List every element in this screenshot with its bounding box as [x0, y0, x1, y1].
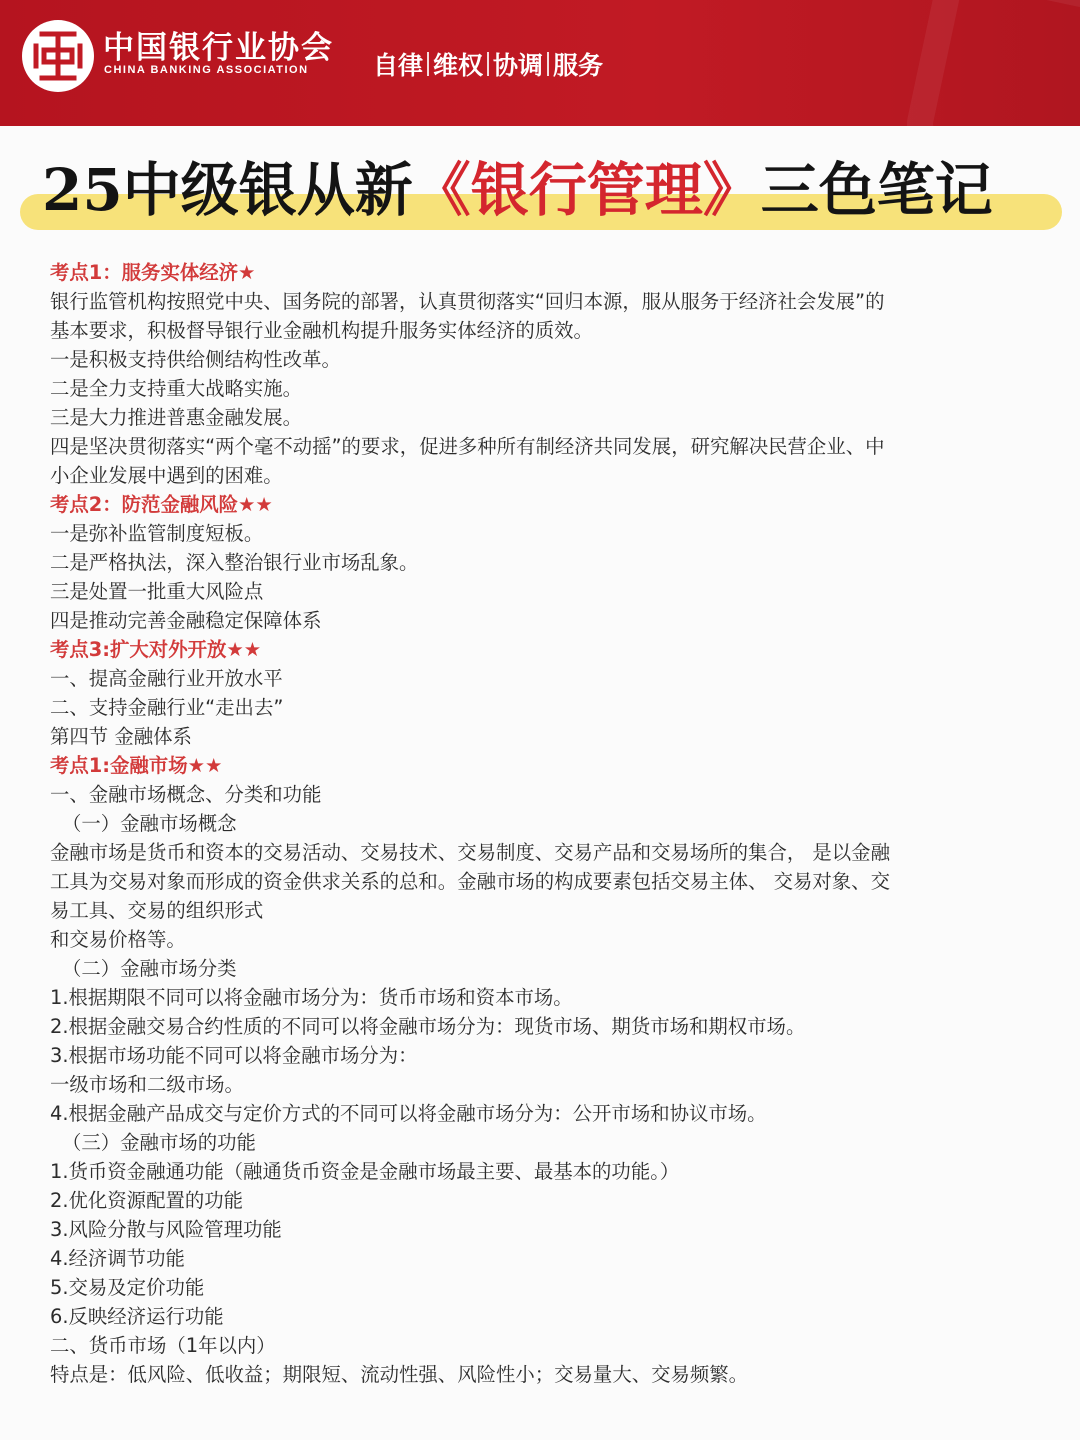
- note-line: 四是坚决贯彻落实“两个毫不动摇”的要求，促进多种所有制经济共同发展，研究解决民营企业、中: [50, 435, 885, 458]
- title-text: [42, 154, 993, 226]
- section-heading: 考点2：防范金融风险★★: [50, 493, 273, 516]
- header-decoration: [901, 0, 1080, 126]
- note-line: 和交易价格等。: [50, 928, 186, 951]
- note-line: 1.根据期限不同可以将金融市场分为：货币市场和资本市场。: [50, 986, 573, 1009]
- note-line: 易工具、交易的组织形式: [50, 899, 264, 922]
- note-line: 一、提高金融行业开放水平: [50, 667, 283, 690]
- slogan-divider: [427, 52, 429, 76]
- note-line: 2.根据金融交易合约性质的不同可以将金融市场分为：现货市场、期货市场和期权市场。: [50, 1015, 806, 1038]
- note-line: 工具为交易对象而形成的资金供求关系的总和。金融市场的构成要素包括交易主体、 交易对象、交: [50, 870, 890, 893]
- note-line: 小企业发展中遇到的困难。: [50, 464, 283, 487]
- china-banking-association-logo-icon: [22, 20, 94, 92]
- slogan-item: 自律: [373, 51, 424, 80]
- slogan-divider: [547, 52, 549, 76]
- note-line: 2.优化资源配置的功能: [50, 1189, 244, 1212]
- note-line: 特点是：低风险、低收益；期限短、流动性强、风险性小；交易量大、交易频繁。: [50, 1363, 749, 1386]
- note-line: 二、支持金融行业“走出去”: [50, 696, 284, 719]
- slogan-divider: [487, 52, 489, 76]
- note-line: 三是大力推进普惠金融发展。: [50, 406, 303, 429]
- note-line: 一是积极支持供给侧结构性改革。: [50, 348, 341, 371]
- title-highlight: 《银行管理》: [412, 156, 761, 224]
- note-line: 三是处置一批重大风险点: [50, 580, 264, 603]
- title-prefix: 25中级银从新: [42, 156, 413, 224]
- note-line: 1.货币资金融通功能（融通货币资金是金融市场最主要、最基本的功能。）: [50, 1160, 680, 1183]
- section-heading: 考点1：服务实体经济★: [50, 261, 256, 284]
- note-line: 5.交易及定价功能: [50, 1276, 205, 1299]
- logo-name: 中国银行业协会: [103, 30, 334, 66]
- slogan-item: 维权: [433, 51, 484, 80]
- logo-name-en: CHINA BANKING ASSOCIATION: [104, 64, 309, 76]
- note-line: 4.根据金融产品成交与定价方式的不同可以将金融市场分为：公开市场和协议市场。: [50, 1102, 767, 1125]
- title-suffix: 三色笔记: [760, 156, 993, 224]
- note-line: 金融市场是货币和资本的交易活动、交易技术、交易制度、交易产品和交易场所的集合， 是以金融: [50, 841, 890, 864]
- note-line: （一）金融市场概念: [62, 812, 237, 835]
- note-line: 3.根据市场功能不同可以将金融市场分为：: [50, 1044, 418, 1067]
- section-heading: 考点1:金融市场★★: [50, 754, 223, 777]
- note-line: （三）金融市场的功能: [62, 1131, 256, 1154]
- slogan-item: 协调: [493, 51, 544, 80]
- note-line: 6.反映经济运行功能: [50, 1305, 224, 1328]
- note-line: 一是弥补监管制度短板。: [50, 522, 264, 545]
- page-title: [20, 150, 1062, 234]
- note-line: 3.风险分散与风险管理功能: [50, 1218, 282, 1241]
- note-line: 基本要求，积极督导银行业金融机构提升服务实体经济的质效。: [50, 319, 593, 342]
- note-line: 银行监管机构按照党中央、国务院的部署，认真贯彻落实“回归本源，服从服务于经济社会发展”的: [50, 290, 885, 313]
- note-line: 第四节 金融体系: [50, 725, 192, 748]
- notes-content: [50, 258, 1050, 1389]
- note-line: 二是严格执法，深入整治银行业市场乱象。: [50, 551, 419, 574]
- section-heading: 考点3:扩大对外开放★★: [50, 638, 262, 661]
- note-line: 二是全力支持重大战略实施。: [50, 377, 303, 400]
- slogan: [373, 46, 603, 82]
- header-banner: [0, 0, 1080, 126]
- note-line: 一级市场和二级市场。: [50, 1073, 244, 1096]
- note-line: 4.经济调节功能: [50, 1247, 185, 1270]
- slogan-item: 服务: [553, 51, 604, 80]
- note-line: 一、金融市场概念、分类和功能: [50, 783, 322, 806]
- note-line: 四是推动完善金融稳定保障体系: [50, 609, 322, 632]
- note-line: 二、货币市场（1年以内）: [50, 1334, 276, 1357]
- note-line: （二）金融市场分类: [62, 957, 237, 980]
